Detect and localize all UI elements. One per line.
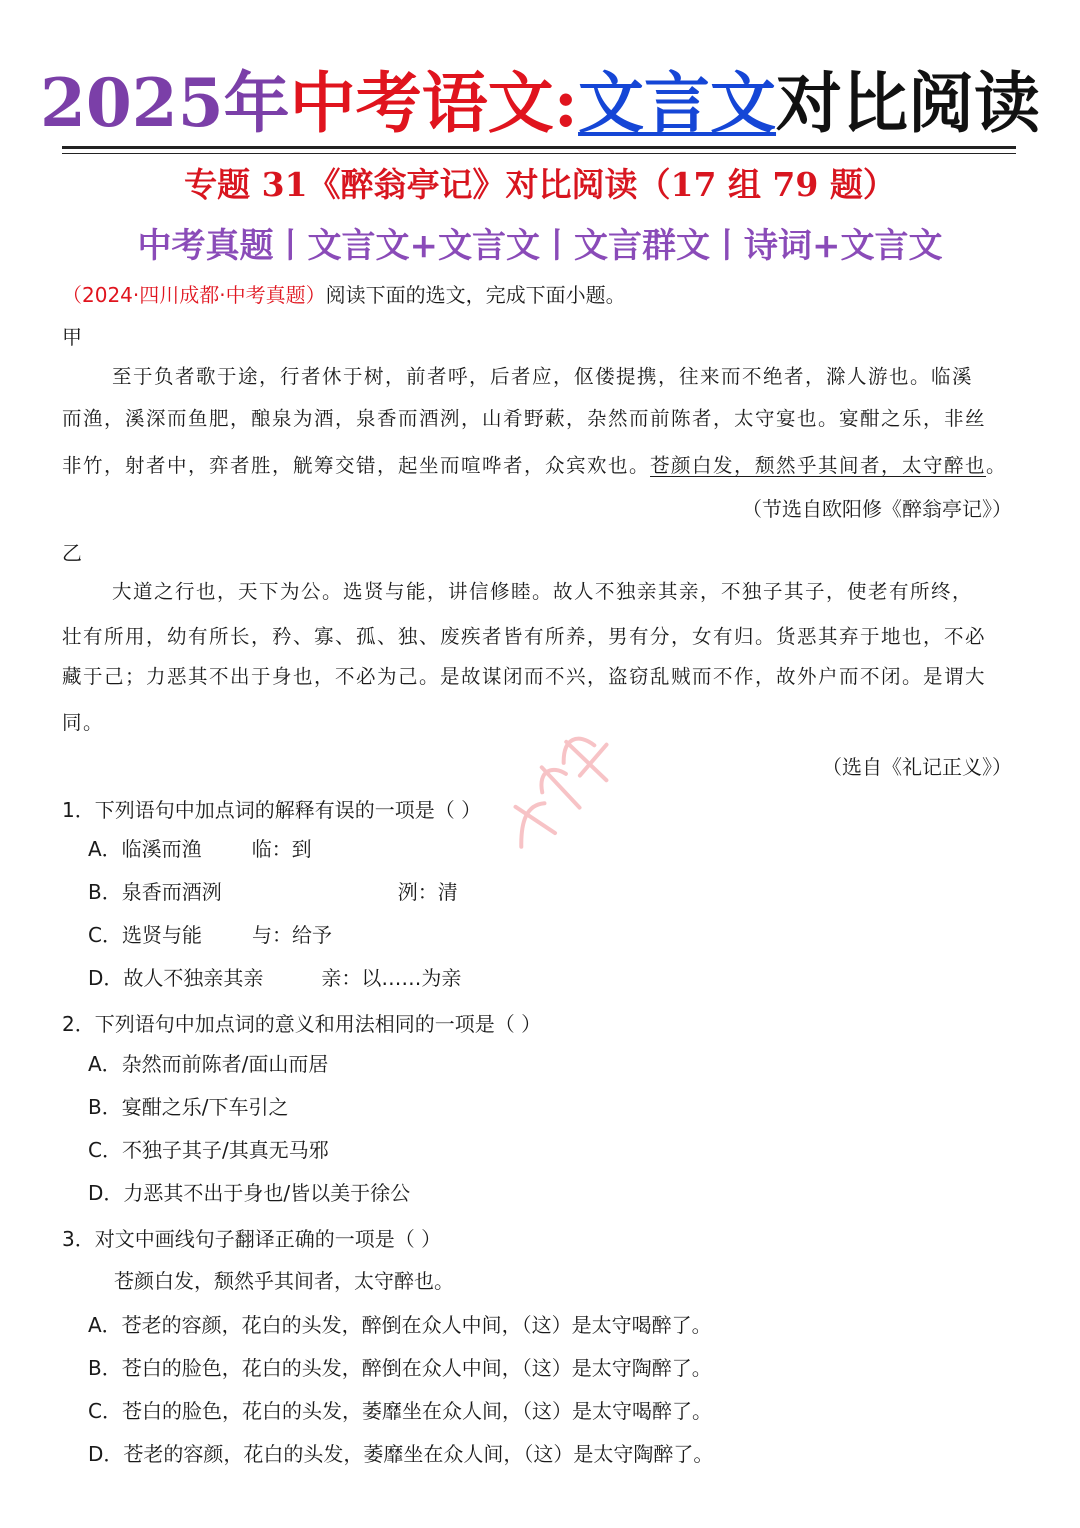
passage-yi-line: 藏于己；力恶其不出于身也，不必为己。是故谋闭而不兴，盗窃乱贼而不作，故外户而不闭。是谓大 xyxy=(62,665,987,688)
option-sentence: A．临溪而渔 xyxy=(88,837,202,861)
title-type: 对比阅读 xyxy=(776,64,1041,142)
question-3-option-b: B．苍白的脸色，花白的头发，醉倒在众人中间，（这）是太守陶醉了。 xyxy=(88,1356,712,1380)
option-sentence: D．故人不独亲其亲 xyxy=(88,966,264,990)
question-2-option-d: D．力恶其不出于身也/皆以美于徐公 xyxy=(88,1181,411,1205)
title-subject: 中考语文: xyxy=(289,64,579,142)
passage-yi-source: （选自《礼记正义》） xyxy=(822,755,1012,779)
passage-yi-line: 同。 xyxy=(62,711,105,734)
passage-yi-label: 乙 xyxy=(62,541,82,565)
question-2-option-b: B．宴酣之乐/下车引之 xyxy=(88,1095,289,1119)
passage-jia-punct: 。 xyxy=(986,454,1008,477)
option-sentence: B．泉香而酒洌 xyxy=(88,880,222,904)
option-sentence: C．选贤与能 xyxy=(88,923,202,947)
underlined-sentence: 苍颜白发，颓然乎其间者，太守醉也 xyxy=(650,454,987,477)
passage-jia-label: 甲 xyxy=(62,325,82,349)
question-1-option-a xyxy=(88,834,312,864)
page-title xyxy=(0,58,1080,148)
question-1-option-d xyxy=(88,963,461,993)
title-divider-thin xyxy=(62,153,1016,154)
question-1-option-c xyxy=(88,920,332,950)
question-1-stem: 1．下列语句中加点词的解释有误的一项是（ ） xyxy=(62,798,482,822)
passage-yi-line: 壮有所用，幼有所长，矜、寡、孤、独、废疾者皆有所养，男有分，女有归。货恶其弃于地也，不必 xyxy=(62,625,987,648)
intro-line xyxy=(62,280,626,310)
question-3-quote: 苍颜白发，颓然乎其间者，太守醉也。 xyxy=(114,1269,454,1293)
option-gloss: 与：给予 xyxy=(251,923,332,947)
topic-subtitle: 专题 31《醉翁亭记》对比阅读（17 组 79 题） xyxy=(184,165,896,204)
passage-jia-line: 而渔，溪深而鱼肥，酿泉为酒，泉香而酒洌，山肴野蔌，杂然而前陈者，太守宴也。宴酣之乐，非丝 xyxy=(62,407,987,430)
passage-jia-line xyxy=(62,451,1007,481)
question-2-option-a: A．杂然而前陈者/面山而居 xyxy=(88,1052,329,1076)
question-3-stem: 3．对文中画线句子翻译正确的一项是（ ） xyxy=(62,1227,442,1251)
instruction-text: 阅读下面的选文，完成下面小题。 xyxy=(325,283,626,307)
title-divider-thick xyxy=(62,146,1016,149)
question-2-stem: 2．下列语句中加点词的意义和用法相同的一项是（ ） xyxy=(62,1012,542,1036)
question-3-option-d: D．苍老的容颜，花白的头发，萎靡坐在众人间，（这）是太守陶醉了。 xyxy=(88,1442,714,1466)
option-gloss: 临：到 xyxy=(251,837,312,861)
exam-source-tag: （2024·四川成都·中考真题） xyxy=(62,283,326,307)
question-1-option-b xyxy=(88,877,458,907)
passage-jia-line: 至于负者歌于途，行者休于树，前者呼，后者应，伛偻提携，往来而不绝者，滁人游也。临溪 xyxy=(112,365,974,388)
passage-jia-text: 非竹，射者中，弈者胜，觥筹交错，起坐而喧哗者，众宾欢也。 xyxy=(62,454,651,477)
question-2-option-c: C．不独子其子/其真无马邪 xyxy=(88,1138,329,1162)
option-gloss: 洌：清 xyxy=(397,880,458,904)
title-year: 2025年 xyxy=(39,64,290,142)
passage-yi-line: 大道之行也，天下为公。选贤与能，讲信修睦。故人不独亲其亲，不独子其子，使老有所终， xyxy=(112,580,974,603)
topic-tagline: 中考真题丨文言文+文言文丨文言群文丨诗词+文言文 xyxy=(137,226,943,266)
question-3-option-c: C．苍白的脸色，花白的头发，萎靡坐在众人间，（这）是太守喝醉了。 xyxy=(88,1399,712,1423)
question-3-option-a: A．苍老的容颜，花白的头发，醉倒在众人中间，（这）是太守喝醉了。 xyxy=(88,1313,712,1337)
option-gloss: 亲：以……为亲 xyxy=(321,966,462,990)
title-genre: 文言文 xyxy=(578,64,777,142)
signature-watermark xyxy=(458,683,658,876)
passage-jia-source: （节选自欧阳修《醉翁亭记》） xyxy=(742,497,1012,521)
